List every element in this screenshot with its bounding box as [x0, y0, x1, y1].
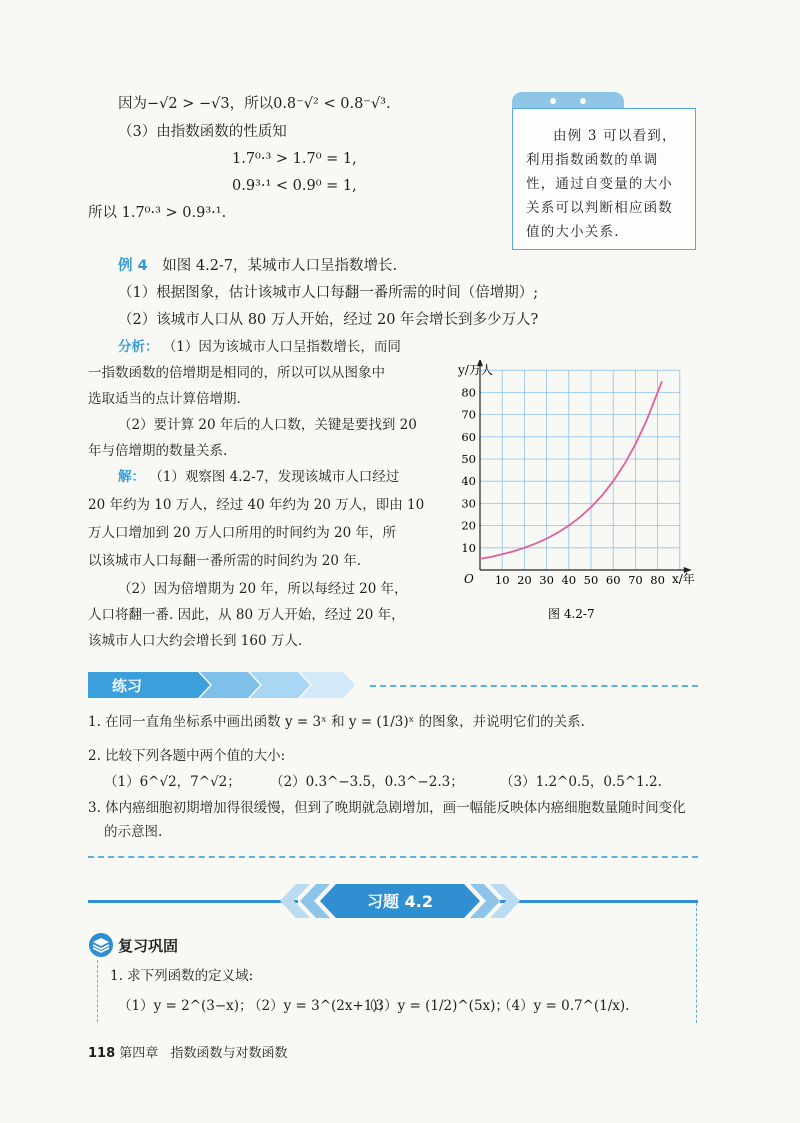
chart-grid [480, 370, 680, 570]
x-tick-label: 10 [494, 573, 510, 587]
y-tick-label: 70 [461, 407, 476, 422]
y-tick-label: 20 [461, 518, 476, 533]
y-tick-label: 10 [461, 540, 476, 555]
practice-bottom-divider [88, 856, 698, 858]
solution-line-0 [118, 467, 399, 487]
x-tick-label: 30 [539, 573, 554, 587]
practice-title: 练习 [112, 677, 143, 695]
analysis-line-3: （2）要计算 20 年后的人口数，关键是要找到 20 [118, 417, 417, 433]
layers-icon [88, 932, 114, 958]
exercise-q1-item-3: （3）y = (1/2)^(5x)； [362, 998, 509, 1014]
solution-label: 解： [118, 469, 145, 485]
exercise-rule-left [88, 900, 298, 903]
practice-item-1: 1. 在同一直角坐标系中画出函数 y = 3ˣ 和 y = (1/3)ˣ 的图象，并说明它们的关系. [88, 714, 585, 730]
analysis-line-0 [118, 337, 401, 357]
exercise-title: 习题 4.2 [367, 892, 433, 911]
figure-caption: 图 4.2-7 [548, 607, 595, 621]
side-note-text: 由例 3 可以看到，利用指数函数的单调性，通过自变量的大小关系可以判断相应函数值的大小关系. [526, 128, 677, 240]
derivation-line-5: 所以 1.7⁰·³ > 0.9³·¹. [88, 205, 227, 221]
review-section-label: 复习巩固 [118, 937, 179, 955]
analysis-line-1: 一指数函数的倍增期是相同的，所以可以从图象中 [88, 365, 385, 381]
y-tick-label: 30 [461, 496, 476, 511]
exercise-question-1: 1. 求下列函数的定义域: [110, 968, 254, 984]
note-dot-icon [580, 98, 586, 104]
y-tick-label: 60 [461, 429, 476, 444]
solution-line-4: （2）因为倍增期为 20 年，所以每经过 20 年， [118, 581, 408, 597]
derivation-line-4: 0.9³·¹ < 0.9⁰ = 1, [232, 178, 357, 194]
solution-line-3: 以该城市人口每翻一番所需的时间约为 20 年. [88, 553, 362, 569]
derivation-line-2: （3）由指数函数的性质知 [118, 124, 287, 140]
analysis-text: （1）因为该城市人口呈指数增长，而同 [162, 339, 401, 355]
practice-item-3: 3. 体内癌细胞初期增加得很缓慢，但到了晚期就急剧增加，画一幅能反映体内癌细胞数量随时间变化 [88, 800, 686, 816]
exercise-rule-right [500, 900, 698, 903]
solution-line-2: 万人口增加到 20 万人口所用的时间约为 20 年，所 [88, 525, 397, 541]
y-tick-label: 40 [461, 474, 476, 489]
example-4-question-2: （2）该城市人口从 80 万人开始，经过 20 年会增长到多少万人? [118, 312, 539, 328]
solution-line-5: 人口将翻一番. 因此，从 80 万人开始，经过 20 年， [88, 607, 405, 623]
y-axis-label: y/万人 [458, 363, 493, 377]
analysis-line-2: 选取适当的点计算倍增期. [88, 391, 241, 407]
example-4-header [118, 256, 397, 276]
practice-item-3-cont: 的示意图. [104, 824, 163, 840]
y-tick-label: 50 [461, 452, 476, 466]
analysis-line-4: 年与倍增期的数量关系. [88, 443, 228, 459]
x-tick-label: 60 [605, 573, 621, 587]
solution-text: （1）观察图 4.2-7，发现该城市人口经过 [149, 469, 400, 485]
practice-item-2-sub-1: （1）6^√2，7^√2； [104, 774, 241, 790]
population-curve [480, 381, 662, 559]
exercise-q1-item-4: （4）y = 0.7^(1/x). [498, 998, 630, 1014]
x-axis-label: x/年 [672, 572, 695, 586]
exercise-q1-item-2: （2）y = 3^(2x+1)； [248, 998, 392, 1014]
practice-item-2-sub-2: （2）0.3^−3.5，0.3^−2.3； [270, 774, 464, 790]
origin-label: O [464, 572, 474, 586]
x-tick-label: 50 [583, 573, 599, 587]
note-dot-icon [550, 98, 556, 104]
population-chart [450, 360, 700, 630]
page-footer [88, 1042, 287, 1061]
x-tick-label: 40 [561, 573, 577, 587]
x-tick-label: 70 [628, 573, 643, 587]
chapter-label: 第四章 [119, 1046, 159, 1061]
exercise-left-border [97, 960, 98, 1022]
derivation-line-3: 1.7⁰·³ > 1.7⁰ = 1, [232, 151, 357, 167]
x-tick-label: 80 [650, 573, 665, 587]
y-tick-label: 80 [461, 385, 476, 400]
example-4-stem: 如图 4.2-7，某城市人口呈指数增长. [162, 258, 398, 274]
example-4-question-1: （1）根据图象，估计该城市人口每翻一番所需的时间（倍增期）; [118, 285, 539, 301]
practice-item-2: 2. 比较下列各题中两个值的大小: [88, 748, 286, 764]
practice-item-2-sub-3: （3）1.2^0.5，0.5^1.2. [500, 774, 662, 790]
example-4-label: 例 4 [118, 258, 148, 274]
chapter-title: 指数函数与对数函数 [170, 1046, 288, 1061]
solution-line-1: 20 年约为 10 万人，经过 40 年约为 20 万人，即由 10 [88, 497, 425, 513]
analysis-label: 分析： [118, 339, 159, 355]
practice-top-divider [370, 685, 698, 687]
exercise-q1-item-1: （1）y = 2^(3−x)； [118, 998, 253, 1014]
exercise-right-border [696, 903, 697, 1023]
chart-axes [477, 360, 692, 573]
page-number: 118 [88, 1046, 116, 1061]
derivation-line-1: 因为−√2 > −√3，所以0.8⁻√² < 0.8⁻√³. [118, 96, 391, 112]
x-tick-label: 20 [517, 573, 532, 587]
solution-line-6: 该城市人口大约会增长到 160 万人. [88, 633, 303, 649]
